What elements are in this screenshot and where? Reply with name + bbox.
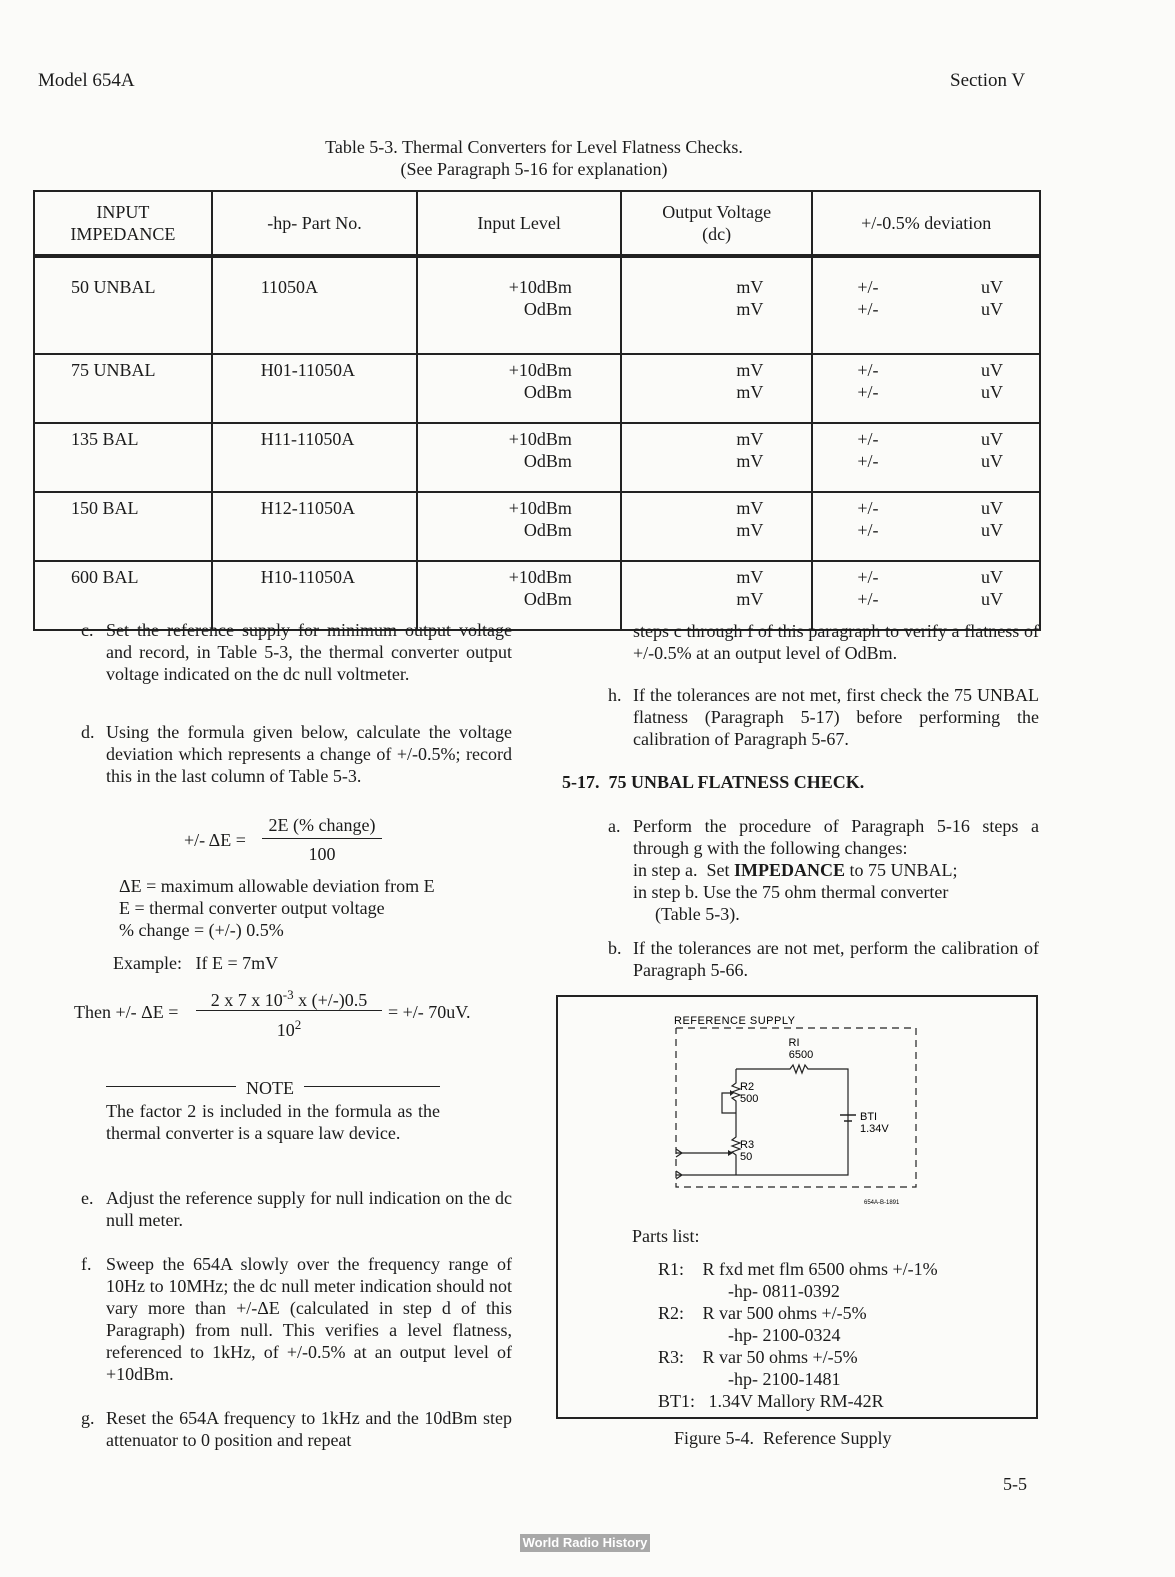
step-e [81,1187,512,1231]
formula-denominator: 100 [308,844,336,864]
cell-level [417,256,621,354]
dev-unit: uV [981,567,1003,587]
then-lhs: Then +/- ΔE = [74,1002,179,1022]
then-denominator [196,1014,382,1041]
step-e-text: Adjust the reference supply for null indication on the dc null meter. [106,1188,512,1230]
dev-unit: uV [981,277,1003,297]
then-rhs: = +/- 70uV. [388,1002,471,1022]
cell-deviation [812,354,1040,423]
bt1-value: 1.34V [860,1123,889,1135]
r2-value: 500 [740,1093,759,1105]
step-g-label: g. [81,1408,95,1428]
dev-pre: +/- [857,382,879,402]
definitions [119,875,435,941]
part-hp: -hp- 0811-0392 [728,1281,840,1301]
formula-lhs: +/- ΔE = [184,830,246,850]
resistor-chain [732,1069,740,1175]
level-1: +10dBm [508,498,572,518]
step-a [608,815,1039,925]
section-heading: 5-17. 75 UNBAL FLATNESS CHECK. [562,772,865,792]
cell-part: 11050A [212,256,418,354]
level-2: OdBm [523,451,572,471]
voltage-2: mV [736,451,764,471]
r3-arrow [728,1150,733,1156]
dev-pre: +/- [857,429,879,449]
voltage-2: mV [736,382,764,402]
part-ref: R2: [658,1303,685,1323]
step-d-label: d. [81,722,95,742]
part-desc: R var 50 ohms +/-5% [702,1347,858,1367]
header-part: -hp- Part No. [212,191,418,256]
level-2: OdBm [523,299,572,319]
page-number: 5-5 [1003,1474,1027,1494]
level-1: +10dBm [508,567,572,587]
step-c [81,619,512,685]
dev-unit: uV [981,382,1003,402]
thermal-converters-table [33,190,1041,631]
drawing-number: 654A-B-1891 [864,1200,900,1206]
cell-deviation [812,423,1040,492]
figure-box [556,995,1038,1419]
table-row [34,492,1040,561]
r2-wiper [722,1093,736,1113]
table-row [34,423,1040,492]
note-rule-left [106,1086,236,1087]
step-a-label: a. [608,816,621,836]
part-item [658,1346,1028,1368]
step-d-text: Using the formula given below, calculate the voltage deviation which represents a change of +/-0.5%; record this in the last column of Table 5-3. [106,722,512,786]
part-ref: R3: [658,1347,685,1367]
def-delta-e: ΔE = maximum allowable deviation from E [119,876,435,896]
step-c-label: c. [81,620,94,640]
cell-voltage [621,423,813,492]
level-1: +10dBm [508,360,572,380]
level-2: OdBm [523,520,572,540]
step-f-text: Sweep the 654A slowly over the frequency range of 10Hz to 10MHz; the dc null meter indication should not vary more than +/-ΔE (calculated in step d of this Paragraph) from null. This verifies a level flatness, referenced to 1kHz, of +/-0.5% at an output level of +10dBm. [106,1254,512,1384]
voltage-2: mV [736,520,764,540]
den-a: 10 [276,1020,295,1040]
note-text: The factor 2 is included in the formula as the thermal converter is a square law device. [106,1101,440,1143]
dev-pre: +/- [857,451,879,471]
step-a-text2 [633,859,1039,881]
header-impedance-line1: INPUT [96,202,150,222]
part-desc: 1.34V Mallory RM-42R [708,1391,884,1411]
header-deviation: +/-0.5% deviation [812,191,1040,256]
cell-voltage [621,256,813,354]
cell-impedance: 50 UNBAL [34,256,212,354]
schematic [558,997,1036,1217]
r2-label: R2 [740,1081,755,1093]
cell-level [417,354,621,423]
cell-voltage [621,354,813,423]
header-section: Section V [950,70,1026,91]
num-exp: -3 [282,987,294,1002]
cell-impedance: 135 BAL [34,423,212,492]
table-caption [0,136,1068,180]
dev-unit: uV [981,429,1003,449]
part-desc: R var 500 ohms +/-5% [702,1303,867,1323]
bt1-label: BTI [860,1111,878,1123]
header-impedance-line2: IMPEDANCE [70,224,176,244]
then-numerator [196,984,382,1011]
step-f-label: f. [81,1254,92,1274]
table-row [34,256,1040,354]
note-title: NOTE [246,1078,294,1098]
r3-label: R3 [740,1139,755,1151]
a2-post: to 75 UNBAL; [845,860,958,880]
step-c-text: Set the reference supply for minimum output voltage and record, in Table 5-3, the thermal converter output voltage indicated on the dc null voltmeter. [106,620,512,684]
formula-numerator: 2E (% change) [268,815,376,835]
den-exp: 2 [294,1017,302,1032]
step-d [81,721,512,787]
dev-pre: +/- [857,299,879,319]
cell-part: H12-11050A [212,492,418,561]
dev-unit: uV [981,299,1003,319]
watermark: World Radio History [520,1534,650,1552]
step-h-label: h. [608,685,622,705]
def-change: % change = (+/-) 0.5% [119,920,284,940]
step-b [608,937,1039,981]
dev-pre: +/- [857,498,879,518]
r1-value: 6500 [788,1049,814,1061]
dev-unit: uV [981,498,1003,518]
part-hp: -hp- 2100-1481 [728,1369,841,1389]
dev-pre: +/- [857,277,879,297]
header-impedance [34,191,212,256]
part-ref: R1: [658,1259,685,1279]
voltage-1: mV [736,360,764,380]
example-label: Example: If E = 7mV [113,953,279,973]
step-g [81,1407,512,1451]
fraction-bar [262,838,382,839]
header-voltage-line2: (dc) [702,224,732,244]
voltage-1: mV [736,429,764,449]
header-level: Input Level [417,191,621,256]
step-f [81,1253,512,1385]
table-header-row [34,191,1040,256]
step-b-label: b. [608,938,622,958]
cell-level [417,423,621,492]
level-1: +10dBm [508,277,572,297]
cell-level [417,492,621,561]
voltage-2: mV [736,299,764,319]
step-g-continued: steps c through f of this paragraph to verify a flatness of +/-0.5% at an output level of OdBm. [633,621,1039,663]
level-2: OdBm [523,589,572,609]
num-a: 2 x 7 x 10 [210,990,283,1010]
header-voltage [621,191,813,256]
voltage-1: mV [736,498,764,518]
parts-list [658,1258,1028,1412]
schematic-title: REFERENCE SUPPLY [674,1015,796,1027]
dev-pre: +/- [857,567,879,587]
part-item [658,1390,1028,1412]
cell-part: H01-11050A [212,354,418,423]
parts-list-title: Parts list: [632,1226,700,1246]
cell-part: H10-11050A [212,561,418,630]
step-a-text1: Perform the procedure of Paragraph 5-16 steps a through g with the following changes: [633,816,1039,858]
step-b-text: If the tolerances are not met, perform the calibration of Paragraph 5-66. [633,938,1039,980]
cell-deviation [812,492,1040,561]
note-rule-right [304,1086,440,1087]
step-g-text: Reset the 654A frequency to 1kHz and the 10dBm step attenuator to 0 position and repeat [106,1408,512,1450]
header-voltage-line1: Output Voltage [662,202,772,222]
step-a-text4: (Table 5-3). [655,904,740,924]
table-caption-line2: (See Paragraph 5-16 for explanation) [400,159,668,179]
cell-deviation [812,256,1040,354]
header-model: Model 654A [38,70,135,91]
dev-pre: +/- [857,360,879,380]
part-item [658,1302,1028,1324]
dev-unit: uV [981,451,1003,471]
figure-caption: Figure 5-4. Reference Supply [674,1428,892,1448]
dev-pre: +/- [857,520,879,540]
step-h-text: If the tolerances are not met, first check the 75 UNBAL flatness (Paragraph 5-17) before performing the calibration of Paragraph 5-67. [633,685,1039,749]
level-1: +10dBm [508,429,572,449]
r1-label: RI [788,1037,800,1049]
part-desc: R fxd met flm 6500 ohms +/-1% [702,1259,938,1279]
table-row [34,354,1040,423]
step-a-text3: in step b. Use the 75 ohm thermal converter [633,882,949,902]
cell-impedance: 600 BAL [34,561,212,630]
dev-unit: uV [981,520,1003,540]
cell-voltage [621,492,813,561]
part-ref: BT1: [658,1391,696,1411]
table-caption-line1: Table 5-3. Thermal Converters for Level Flatness Checks. [325,137,743,157]
dev-unit: uV [981,360,1003,380]
cell-impedance: 150 BAL [34,492,212,561]
dev-pre: +/- [857,589,879,609]
cell-impedance: 75 UNBAL [34,354,212,423]
step-e-label: e. [81,1188,94,1208]
cell-part: H11-11050A [212,423,418,492]
voltage-2: mV [736,589,764,609]
part-item [658,1258,1028,1280]
a2-bold: IMPEDANCE [734,860,845,880]
num-b: x (+/-)0.5 [293,990,368,1010]
dev-unit: uV [981,589,1003,609]
fraction-bar [196,1010,382,1011]
step-h [608,684,1039,750]
a2-pre: in step a. Set [633,860,734,880]
part-hp: -hp- 2100-0324 [728,1325,841,1345]
voltage-1: mV [736,567,764,587]
level-2: OdBm [523,382,572,402]
voltage-1: mV [736,277,764,297]
def-e: E = thermal converter output voltage [119,898,385,918]
r3-value: 50 [740,1151,753,1163]
